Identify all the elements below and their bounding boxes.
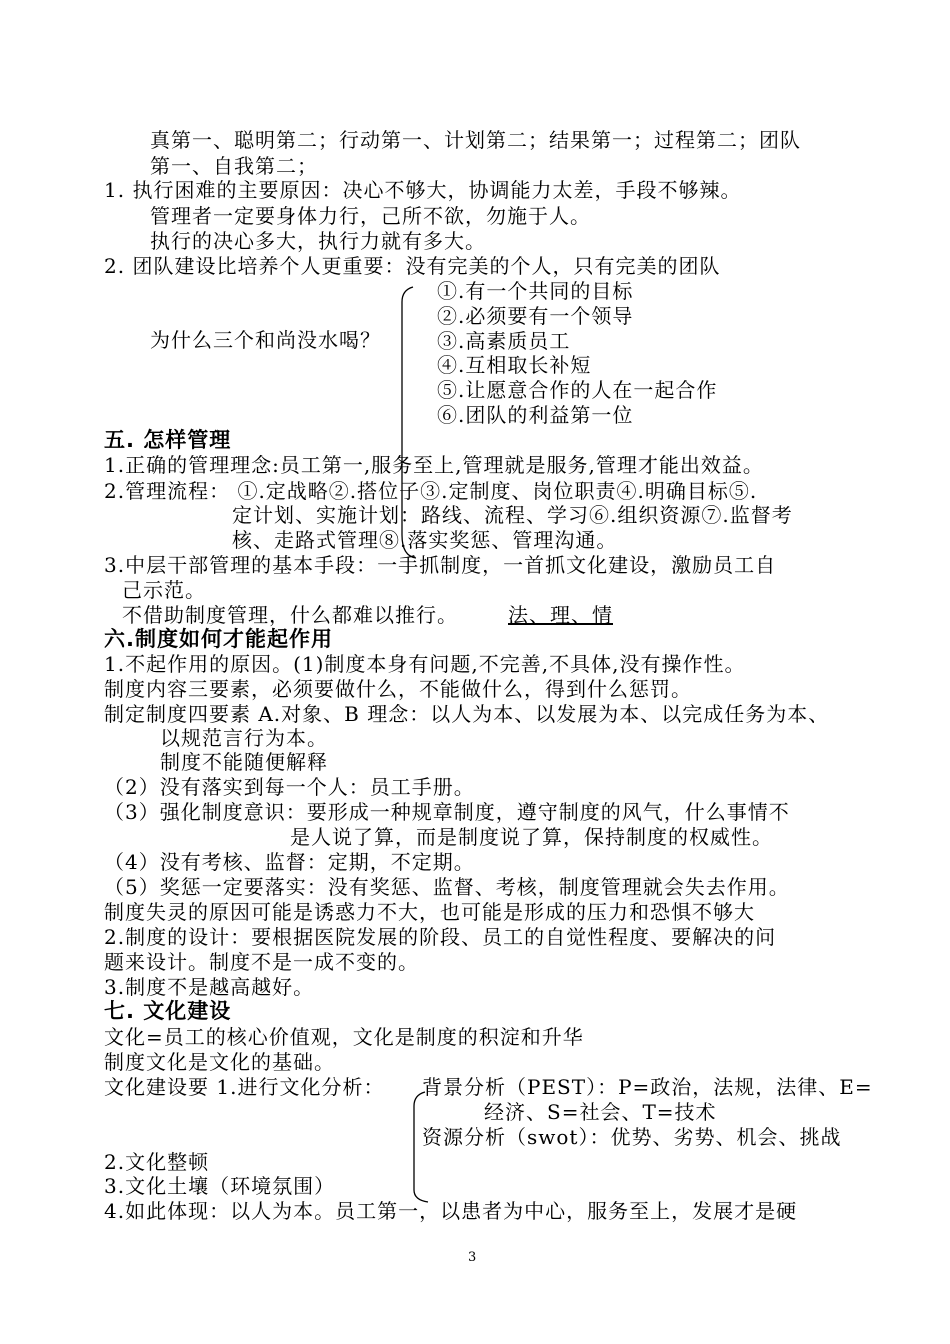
text-line: 2.制度的设计：要根据医院发展的阶段、员工的自觉性程度、要解决的问 [104,925,777,949]
list-item: ②.必须要有一个领导 [437,304,634,328]
section-heading: 七. 文化建设 [104,999,232,1023]
text-line: 1. 执行困难的主要原因：决心不够大，协调能力太差，手段不够辣。 [104,178,742,202]
page-number: 3 [468,1250,477,1265]
text-line: 为什么三个和尚没水喝？ [150,328,381,352]
text-line: 4.如此体现：以人为本。员工第一，以患者为中心，服务至上，发展才是硬 [104,1199,798,1223]
text-line: 经济、S=社会、T=技术 [484,1100,717,1124]
text-line: 1.不起作用的原因。(1)制度本身有问题,不完善,不具体,没有操作性。 [104,652,746,676]
text-line: 第一、自我第二； [150,154,318,178]
list-item: ①.有一个共同的目标 [437,279,634,303]
list-item: ③.高素质员工 [437,329,571,353]
text-line: 背景分析（PEST）：P=政治，法规，法律、E= [422,1075,873,1099]
text-line: 是人说了算，而是制度说了算，保持制度的权威性。 [290,825,773,849]
text-line: 2.文化整顿 [104,1150,210,1174]
list-item: ⑤.让愿意合作的人在一起合作 [437,378,718,402]
text-line: 3.中层干部管理的基本手段：一手抓制度，一首抓文化建设，激励员工自 [104,553,777,577]
text-line: 制度文化是文化的基础。 [104,1050,335,1074]
list-item: ⑥.团队的利益第一位 [437,403,634,427]
underlined-phrase: 法、理、情 [508,603,613,627]
text-line: 文化=员工的核心价值观，文化是制度的积淀和升华 [104,1025,584,1049]
section-heading: 五. 怎样管理 [104,428,232,452]
text-line: 2.管理流程： ①.定战略②.搭位子③.定制度、岗位职责④.明确目标⑤. [104,479,758,503]
text-line: 2. 团队建设比培养个人更重要：没有完美的个人，只有完美的团队 [104,254,721,278]
text-line: 执行的决心多大，执行力就有多大。 [150,229,486,253]
text-line: （3）强化制度意识：要形成一种规章制度，遵守制度的风气，什么事情不 [104,800,790,824]
text-line: 1.正确的管理理念:员工第一,服务至上,管理就是服务,管理才能出效益。 [104,453,764,477]
text-line: 题来设计。制度不是一成不变的。 [104,950,419,974]
text-line: 管理者一定要身体力行，己所不欲，勿施于人。 [150,204,591,228]
text-line: 真第一、聪明第二；行动第一、计划第二；结果第一；过程第二；团队 [150,128,801,152]
text-line: 文化建设要 1.进行文化分析： [104,1075,385,1099]
section-heading: 六.制度如何才能起作用 [104,627,333,651]
text-line: 3.制度不是越高越好。 [104,975,315,999]
text-line: 定计划、实施计划：路线、流程、学习⑥.组织资源⑦.监督考 [232,503,793,527]
text-line: （4）没有考核、监督：定期，不定期。 [104,850,475,874]
text-line: 3.文化土壤（环境氛围） [104,1174,336,1198]
text-line: 己示范。 [122,578,206,602]
text-line: 制度内容三要素，必须要做什么，不能做什么，得到什么惩罚。 [104,677,692,701]
text-line: 核、走路式管理⑧.落实奖惩、管理沟通。 [232,528,618,552]
text-line: 制定制度四要素 A.对象、B 理念：以人为本、以发展为本、以完成任务为本、 [104,702,830,726]
list-item: ④.互相取长补短 [437,353,592,377]
text-line: 资源分析（swot）：优势、劣势、机会、挑战 [422,1125,842,1149]
text-line: 制度不能随便解释 [160,750,328,774]
text-line: 不借助制度管理，什么都难以推行。 [122,603,458,627]
text-line: （2）没有落实到每一个人：员工手册。 [104,775,475,799]
text-line: 以规范言行为本。 [160,726,328,750]
text-line: （5）奖惩一定要落实：没有奖惩、监督、考核，制度管理就会失去作用。 [104,875,790,899]
text-line: 制度失灵的原因可能是诱惑力不大，也可能是形成的压力和恐惧不够大 [104,900,755,924]
